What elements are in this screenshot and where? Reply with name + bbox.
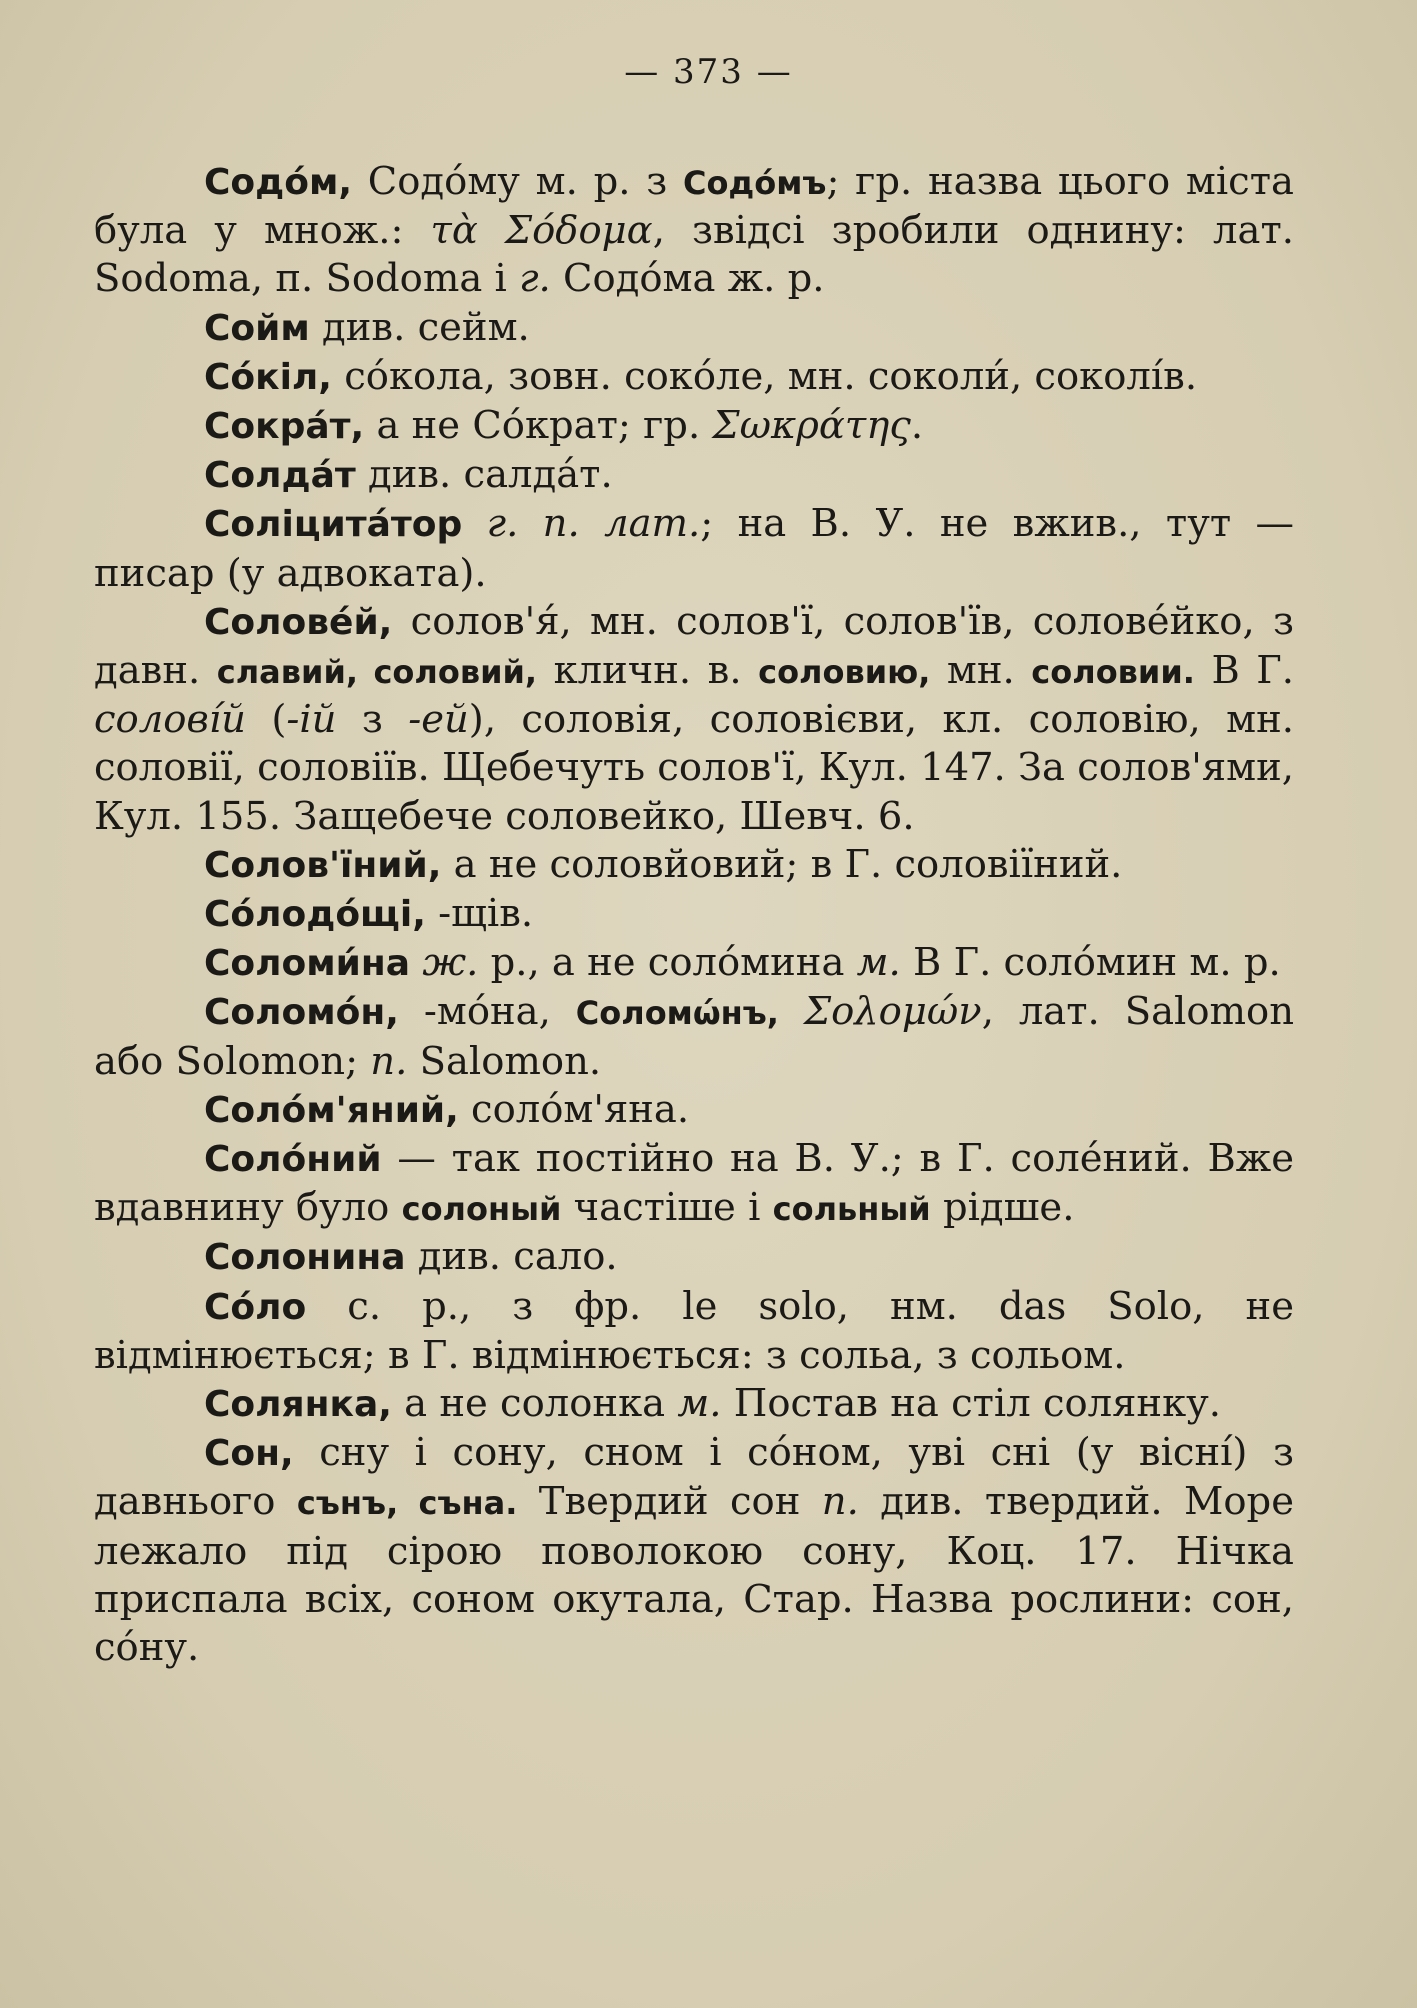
- old-slavonic-form: сънъ, съна.: [296, 1484, 518, 1523]
- headword: Солонина: [204, 1237, 406, 1279]
- entry-solomon: Соломóн, -мóна, Соломѡ́нъ, Σολομών, лат. Salomon або Solomon; п. Salomon.: [94, 989, 1294, 1084]
- entry-solo: Сóло с. р., з фр. le solo, нм. das Solo, не відмінюється; в Г. відмінюється: з сольа, з сольом.: [94, 1283, 1294, 1378]
- entry-solodoshchi: Сóлодóщі, -щів.: [204, 891, 534, 937]
- headword: Сойм: [204, 307, 310, 349]
- entry-solomyna: Соломи́на ж. р., а не солóмина м. В Г. солóмин м. р.: [204, 940, 1281, 986]
- page-number: — 373 —: [624, 52, 793, 92]
- headword: Солдáт: [204, 455, 356, 497]
- headword: Солов'їний,: [204, 844, 442, 886]
- greek-form: Σωκράτης: [712, 403, 911, 449]
- entry-solicytator: Соліцитáтор г. п. лат.; на В. У. не вжив., тут — писар (у адвоката).: [94, 501, 1294, 596]
- headword: Сокрáт,: [204, 406, 365, 448]
- old-slavonic-form: солоный: [401, 1190, 562, 1229]
- headword: Солянка,: [204, 1384, 392, 1426]
- greek-form: Σολομών: [803, 989, 982, 1035]
- entry-sodom: Содóм, Содóму м. р. з Содóмъ; гр. назва цього міста була у множ.: τὰ Σόδομα, звідсі зробили однину: лат. Sodoma, п. Sodoma і г. Содóма ж. р.: [94, 159, 1294, 302]
- headword: Солóм'яний,: [204, 1089, 459, 1131]
- headword: Соліцитáтор: [204, 504, 463, 546]
- headword: Сон,: [204, 1433, 294, 1475]
- old-slavonic-form: славий, соловий,: [216, 653, 538, 692]
- entry-sokil: Сóкіл, сóкола, зовн. сокóле, мн. соколи́, соколі́в.: [204, 353, 1198, 399]
- headword: Сóлодóщі,: [204, 894, 426, 936]
- greek-form: τὰ Σόδομα: [430, 208, 653, 254]
- entry-solonyna: Солонина див. сало.: [204, 1234, 618, 1280]
- entry-solovei: Соловéй, солов'я́, мн. солов'ї, солов'їв, соловéйко, з давн. славий, соловий, кличн. в. соловию, мн. соловии. В Г. соловíй (-ій з -ей), соловія, соловієви, кл. соловію, мн. соловії, соловіїв. Щебечуть солов'ї, Кул. 147. За солов'ями, Кул. 155. Защебече соловейко, Шевч. 6.: [94, 598, 1294, 839]
- headword: Соломи́на: [204, 943, 411, 985]
- headword: Сóкіл,: [204, 356, 332, 398]
- old-slavonic-form: соловию,: [758, 653, 931, 692]
- entry-solianka: Солянка, а не солонка м. Постав на стіл солянку.: [204, 1381, 1222, 1427]
- entry-son: Сон, сну і сону, сном і сóном, уві сні (у віснí) з давнього сънъ, съна. Твердий сон п. див. твердий. Море лежало під сірою поволокою сону, Коц. 17. Нічка приспала всіх, соном окутала, Стар. Назва рослини: сон, сóну.: [94, 1430, 1294, 1671]
- entry-sokrat: Сокрáт, а не Сóкрат; гр. Σωκράτης.: [204, 403, 924, 449]
- old-slavonic-form: Соломѡ́нъ,: [575, 994, 779, 1033]
- old-slavonic-form: соловии.: [1031, 653, 1195, 692]
- entry-solonyi: Солóний — так постійно на В. У.; в Г. солéний. Вже вдавнину було солоный частіше і сольный рідше.: [94, 1136, 1294, 1231]
- entry-soldat: Солдáт див. салдáт.: [204, 452, 613, 498]
- old-slavonic-form: сольный: [772, 1190, 931, 1229]
- headword: Солóний: [204, 1139, 382, 1181]
- headword: Содóм,: [204, 162, 353, 203]
- entry-soim: Сойм див. сейм.: [204, 304, 530, 350]
- entry-soloviinyi: Солов'їний, а не соловйовий; в Г. соловіїний.: [204, 841, 1123, 887]
- dictionary-text: [94, 158, 1294, 1672]
- entry-solomianyi: Солóм'яний, солóм'яна.: [204, 1086, 690, 1132]
- headword: Соловéй,: [204, 601, 393, 643]
- old-slavonic-form: Содóмъ: [682, 164, 827, 202]
- headword: Сóло: [204, 1286, 307, 1328]
- headword: Соломóн,: [204, 992, 399, 1034]
